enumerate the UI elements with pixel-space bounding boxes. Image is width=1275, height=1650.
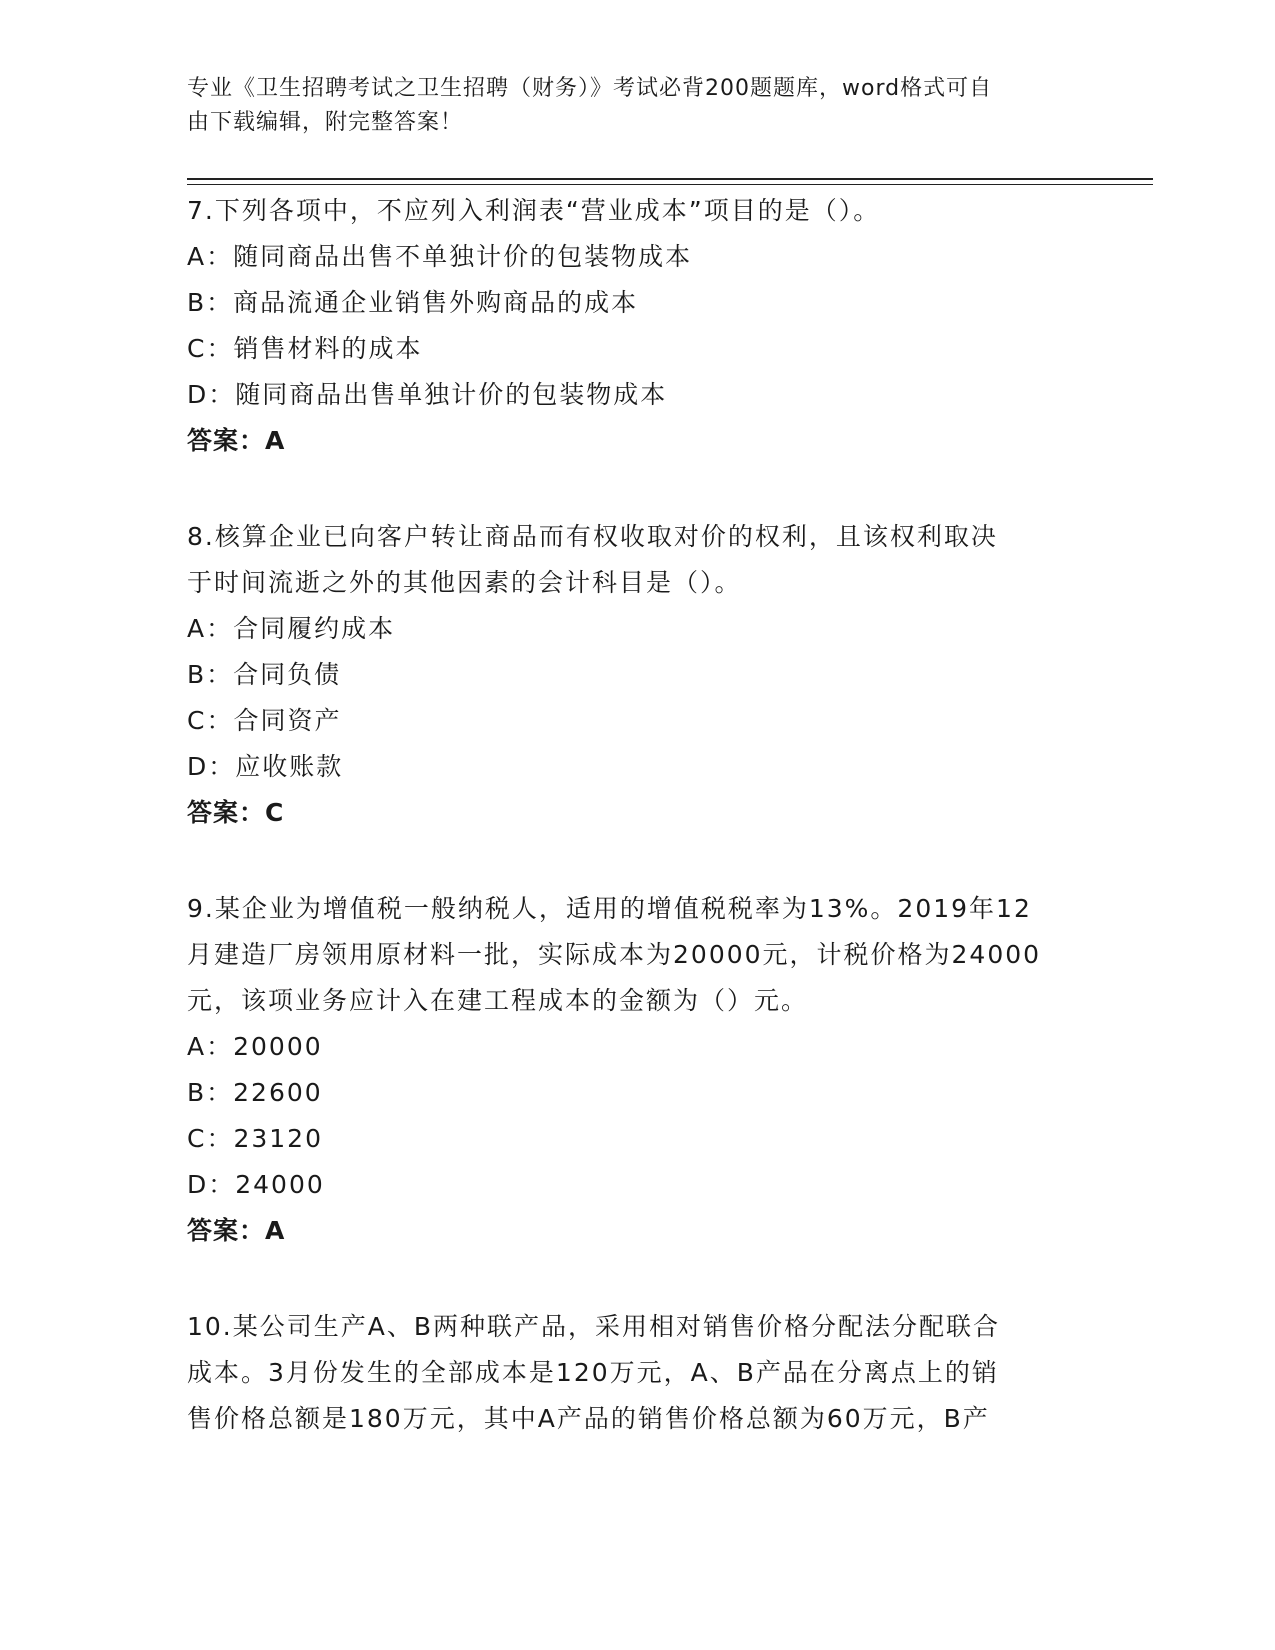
- question-text: 7.下列各项中，不应列入利润表“营业成本”项目的是（）。: [187, 196, 881, 225]
- option-d: D：24000: [187, 1170, 325, 1199]
- option-b: B：商品流通企业销售外购商品的成本: [187, 288, 639, 317]
- question-text-line-3: 售价格总额是180万元，其中A产品的销售价格总额为60万元，B产: [187, 1404, 990, 1433]
- option-c: C：销售材料的成本: [187, 334, 423, 363]
- question-text-line-2: 于时间流逝之外的其他因素的会计科目是（）。: [187, 568, 742, 597]
- question-list: [187, 188, 1087, 1492]
- question-9: [187, 886, 1087, 1254]
- question-10: [187, 1304, 1087, 1442]
- question-text-line-2: 成本。3月份发生的全部成本是120万元，A、B产品在分离点上的销: [187, 1358, 999, 1387]
- question-8: [187, 514, 1087, 836]
- question-text-line-1: 8.核算企业已向客户转让商品而有权收取对价的权利，且该权利取决: [187, 522, 998, 551]
- document-header: [187, 72, 1067, 140]
- question-7: [187, 188, 1087, 464]
- question-text-line-2: 月建造厂房领用原材料一批，实际成本为20000元，计税价格为24000: [187, 940, 1042, 969]
- option-c: C：23120: [187, 1124, 323, 1153]
- header-divider-thick: [187, 178, 1153, 180]
- question-text-line-1: 9.某企业为增值税一般纳税人，适用的增值税税率为13%。2019年12: [187, 894, 1032, 923]
- header-line-2: 由下载编辑，附完整答案！: [187, 110, 464, 135]
- header-line-1: 专业《卫生招聘考试之卫生招聘（财务）》考试必背200题题库，word格式可自: [187, 76, 993, 101]
- option-a: A：随同商品出售不单独计价的包装物成本: [187, 242, 693, 271]
- header-divider-thin: [187, 184, 1153, 185]
- option-b: B：22600: [187, 1078, 323, 1107]
- question-text-line-3: 元，该项业务应计入在建工程成本的金额为（）元。: [187, 986, 809, 1015]
- question-text-line-1: 10.某公司生产A、B两种联产品，采用相对销售价格分配法分配联合: [187, 1312, 1001, 1341]
- option-d: D：随同商品出售单独计价的包装物成本: [187, 380, 668, 409]
- option-c: C：合同资产: [187, 706, 342, 735]
- option-a: A：20000: [187, 1032, 323, 1061]
- answer: 答案：A: [187, 426, 286, 455]
- option-d: D：应收账款: [187, 752, 344, 781]
- option-a: A：合同履约成本: [187, 614, 396, 643]
- answer: 答案：C: [187, 798, 285, 827]
- answer: 答案：A: [187, 1216, 286, 1245]
- option-b: B：合同负债: [187, 660, 342, 689]
